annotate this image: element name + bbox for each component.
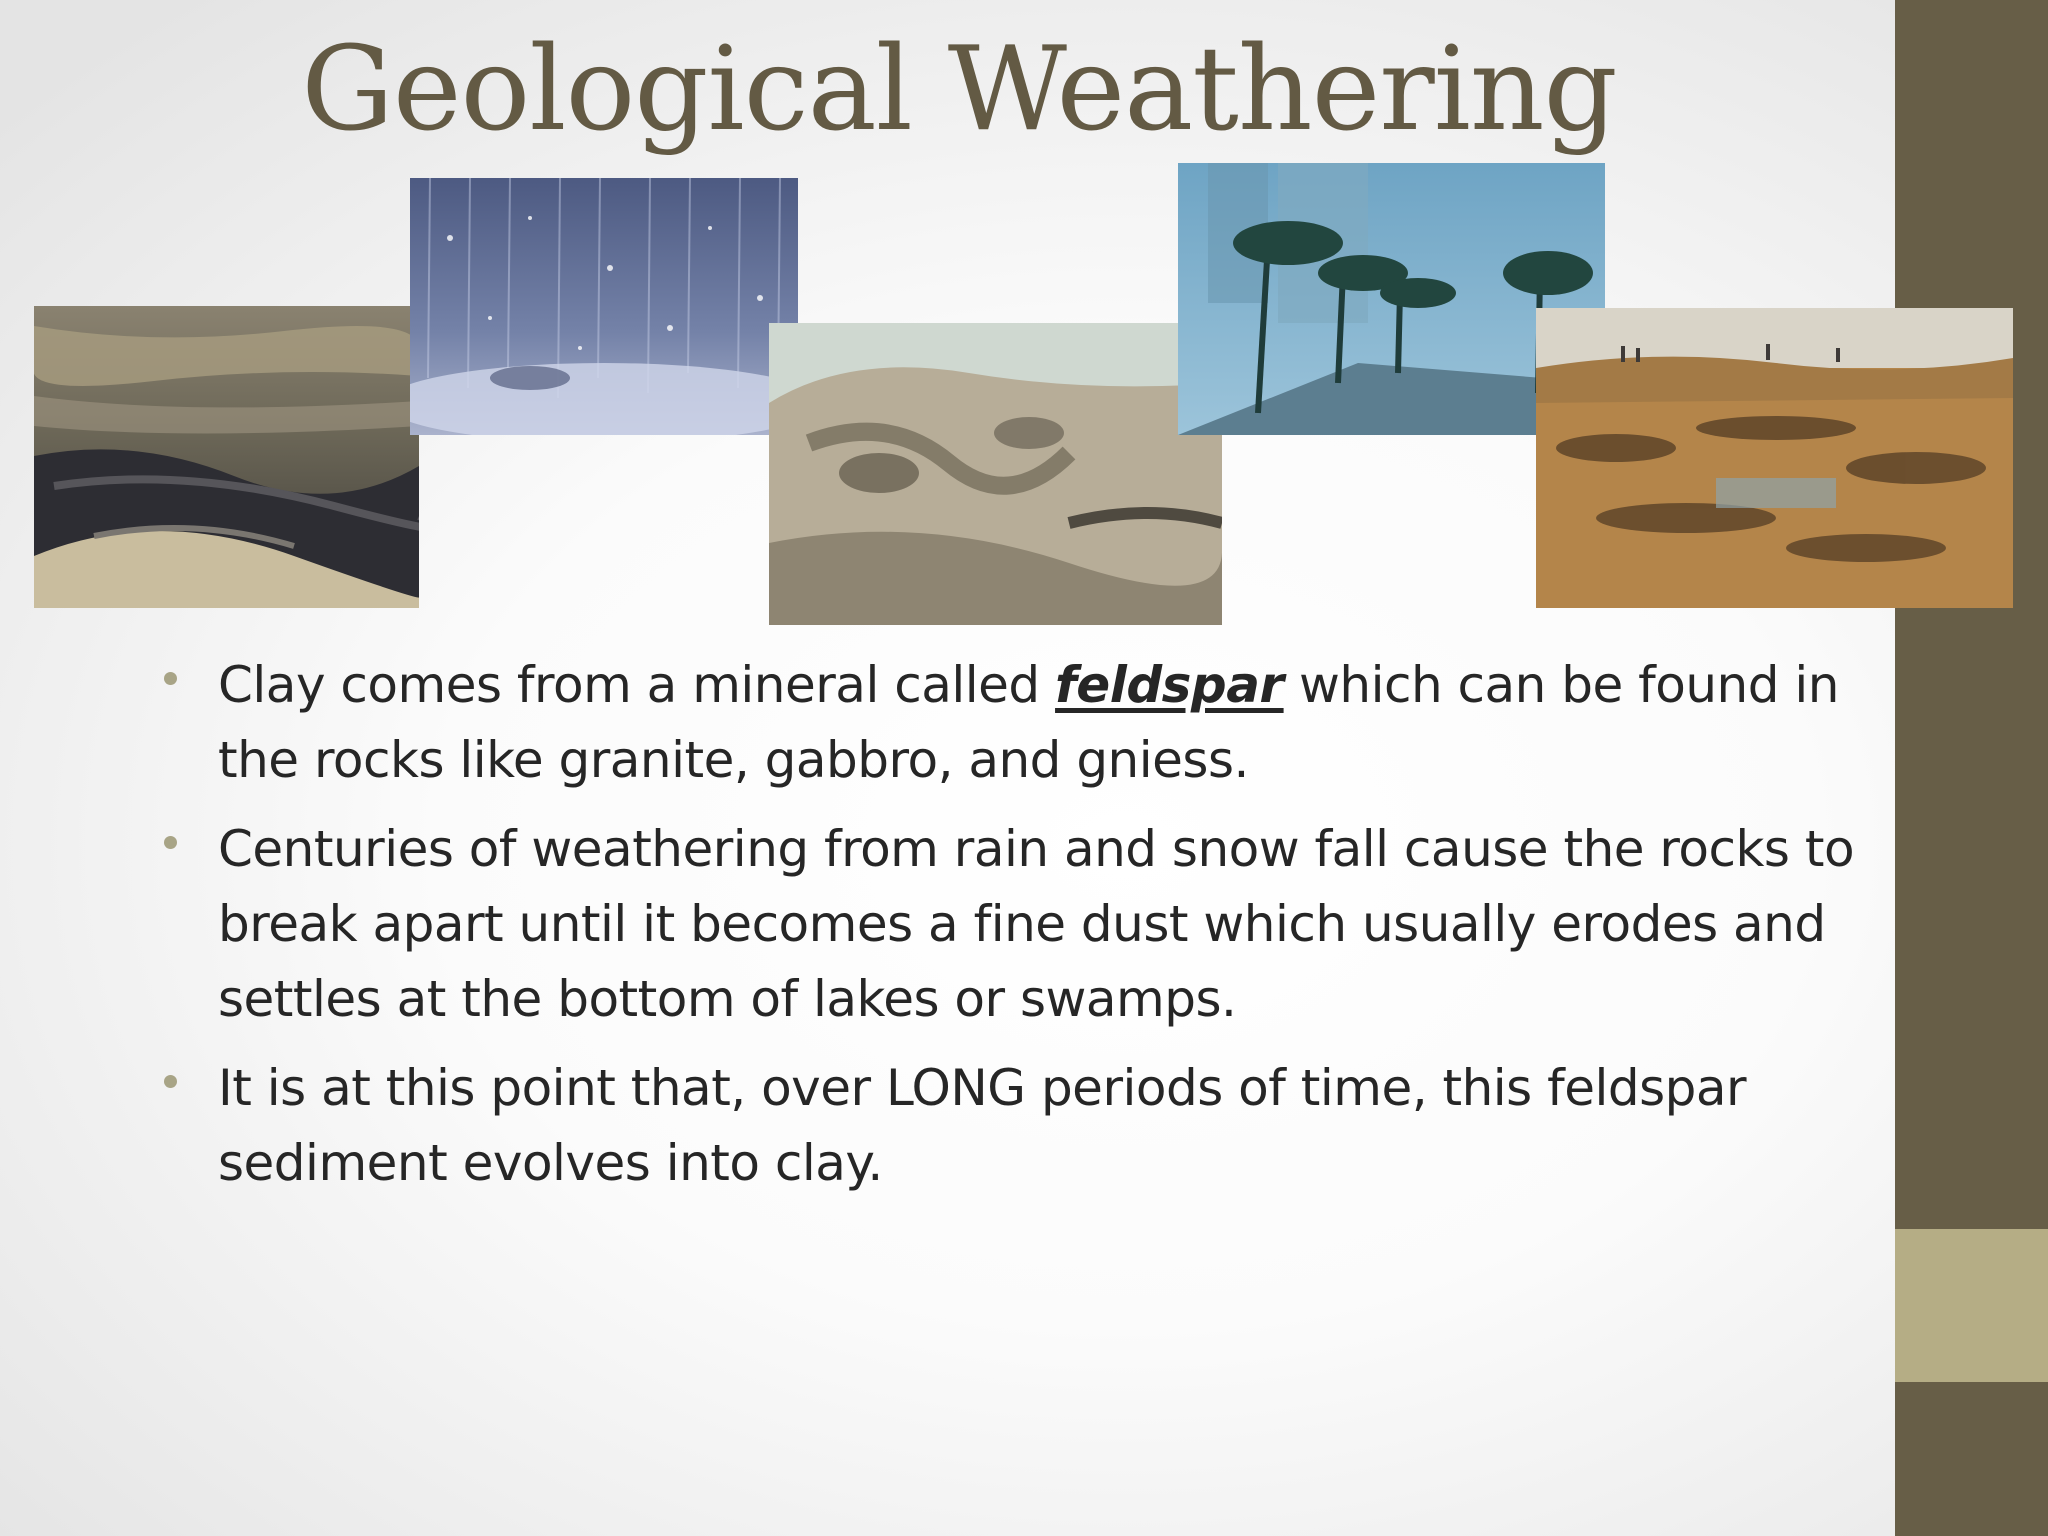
bullet-text: It is at this point that, over LONG periods of time, this feldspar sediment evolves into clay. [218, 1059, 1747, 1192]
sandstone-canyon-photo [34, 306, 419, 608]
sidebar-accent-block [1895, 1229, 2048, 1382]
eroded-coastline-photo [1536, 308, 2013, 608]
feldspar-term: feldspar [1055, 656, 1284, 714]
slide-title: Geological Weathering [301, 22, 1617, 157]
bullet-item [160, 1051, 1900, 1201]
bullet-item [160, 812, 1900, 1037]
bullet-item [160, 648, 1900, 798]
bullet-list [160, 648, 1900, 1215]
weathered-rock-photo [769, 323, 1222, 625]
bullet-text: which can be found in the rocks like granite, gabbro, and gniess. [218, 656, 1839, 789]
bullet-text: Clay comes from a mineral called [218, 656, 1056, 714]
bullet-text: Centuries of weathering from rain and snow fall cause the rocks to break apart until it becomes a fine dust which usually erodes and settles at the bottom of lakes or swamps. [218, 820, 1855, 1028]
rainfall-photo [410, 178, 798, 435]
bullet-dot-icon [164, 1075, 177, 1088]
bullet-dot-icon [164, 836, 177, 849]
bullet-dot-icon [164, 672, 177, 685]
